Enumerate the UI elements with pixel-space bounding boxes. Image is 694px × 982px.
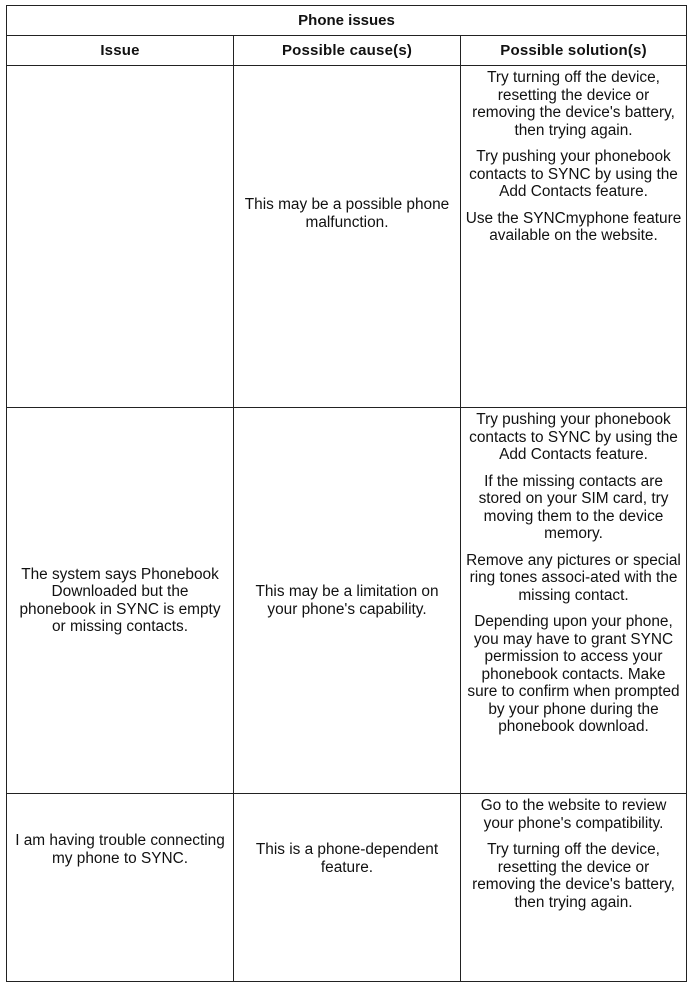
solutions-cell	[461, 794, 687, 982]
solutions-cell	[461, 408, 687, 794]
cause-cell: This may be a limitation on your phone's capability.	[234, 408, 461, 794]
table-row	[7, 794, 687, 982]
phone-issues-table	[6, 5, 687, 982]
solution-item: Use the SYNCmyphone feature available on the website.	[465, 209, 682, 244]
issue-cell: The system says Phonebook Downloaded but the phonebook in SYNC is empty or missing contacts.	[7, 408, 234, 794]
header-possible-solutions: Possible solution(s)	[461, 36, 687, 66]
solution-item: Try turning off the device, resetting the device or removing the device's battery, then trying again.	[472, 69, 675, 139]
header-possible-causes: Possible cause(s)	[234, 36, 461, 66]
table-header-row	[7, 36, 687, 66]
solution-item: If the missing contacts are stored on your SIM card, try moving them to the device memory.	[478, 472, 669, 542]
solution-item: Remove any pictures or special ring tones associ-ated with the missing contact.	[466, 551, 681, 604]
solution-item: Depending upon your phone, you may have to grant SYNC permission to access your phonebook contacts. Make sure to confirm when prompted by your phone during the phonebook download.	[467, 613, 680, 735]
solution-item: Try pushing your phonebook contacts to SYNC by using the Add Contacts feature.	[469, 411, 678, 463]
solution-item: Try pushing your phonebook contacts to SYNC by using the Add Contacts feature.	[469, 148, 678, 200]
solutions-cell	[461, 66, 687, 408]
solution-item: Go to the website to review your phone's compatibility.	[480, 797, 667, 832]
cause-cell: This is a phone-dependent feature.	[234, 794, 461, 982]
header-issue: Issue	[7, 36, 234, 66]
issue-cell: I am having trouble connecting my phone to SYNC.	[7, 794, 234, 982]
solution-item: Try turning off the device, resetting the device or removing the device's battery, then trying again.	[472, 841, 675, 911]
issue-cell	[7, 66, 234, 408]
table-title: Phone issues	[7, 6, 687, 36]
table-title-row	[7, 6, 687, 36]
cause-cell: This may be a possible phone malfunction.	[234, 66, 461, 408]
table-row	[7, 66, 687, 408]
phone-issues-table-container	[6, 5, 686, 911]
table-row	[7, 408, 687, 794]
